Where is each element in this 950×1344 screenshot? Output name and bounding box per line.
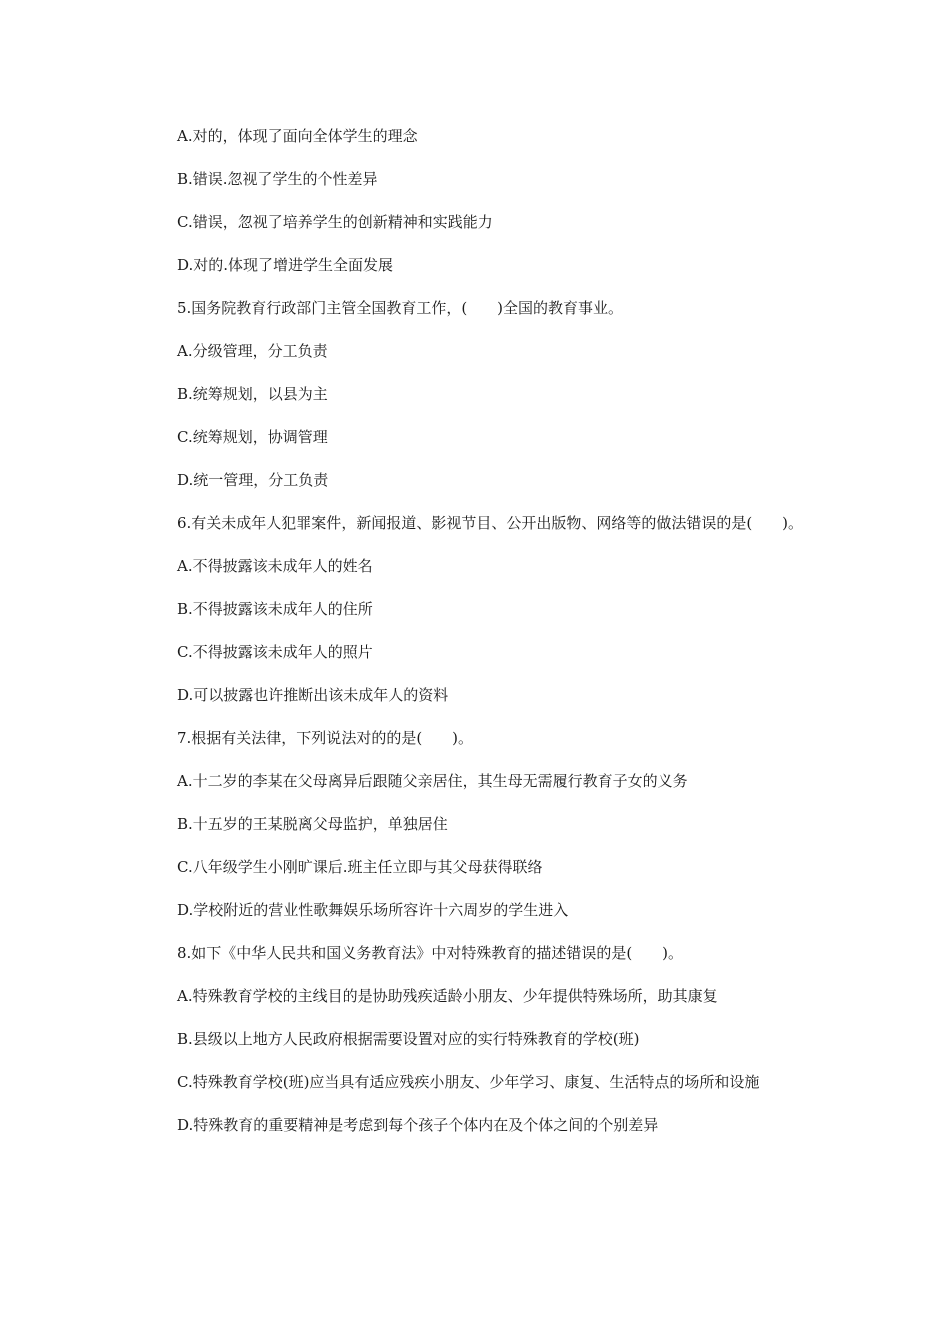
option-line-4c: C.错误，忽视了培养学生的创新精神和实践能力 [177,213,493,231]
option-line-6b: B.不得披露该未成年人的住所 [177,600,373,618]
document-body [145,122,805,1154]
option-line-5b: B.统筹规划，以县为主 [177,385,328,403]
option-line-5c: C.统筹规划，协调管理 [177,428,328,446]
option-line-8c: C.特殊教育学校(班)应当具有适应残疾小朋友、少年学习、康复、生活特点的场所和设施 [177,1073,760,1091]
option-line-4b: B.错误.忽视了学生的个性差异 [177,170,378,188]
option-line-7c: C.八年级学生小刚旷课后.班主任立即与其父母获得联络 [177,858,543,876]
question-7: 7.根据有关法律，下列说法对的的是( )。 [177,729,474,747]
option-line-8a: A.特殊教育学校的主线目的是协助残疾适龄小朋友、少年提供特殊场所，助其康复 [177,987,718,1005]
option-line-6c: C.不得披露该未成年人的照片 [177,643,373,661]
question-5: 5.国务院教育行政部门主管全国教育工作，( )全国的教育事业。 [177,299,624,317]
option-line-4a: A.对的，体现了面向全体学生的理念 [177,127,418,145]
option-line-8d: D.特殊教育的重要精神是考虑到每个孩子个体内在及个体之间的个别差异 [177,1116,659,1134]
option-line-8b: B.县级以上地方人民政府根据需要设置对应的实行特殊教育的学校(班) [177,1030,640,1048]
question-8: 8.如下《中华人民共和国义务教育法》中对特殊教育的描述错误的是( )。 [177,944,684,962]
option-line-6d: D.可以披露也许推断出该未成年人的资料 [177,686,449,704]
option-line-4d: D.对的.体现了增进学生全面发展 [177,256,394,274]
option-line-5d: D.统一管理，分工负责 [177,471,329,489]
option-line-6a: A.不得披露该未成年人的姓名 [177,557,373,575]
option-line-7b: B.十五岁的王某脱离父母监护，单独居住 [177,815,448,833]
question-6: 6.有关未成年人犯罪案件，新闻报道、影视节目、公开出版物、网络等的做法错误的是( )。 [177,514,804,532]
option-line-5a: A.分级管理，分工负责 [177,342,328,360]
option-line-7d: D.学校附近的营业性歌舞娱乐场所容许十六周岁的学生进入 [177,901,569,919]
option-line-7a: A.十二岁的李某在父母离异后跟随父亲居住，其生母无需履行教育子女的义务 [177,772,688,790]
